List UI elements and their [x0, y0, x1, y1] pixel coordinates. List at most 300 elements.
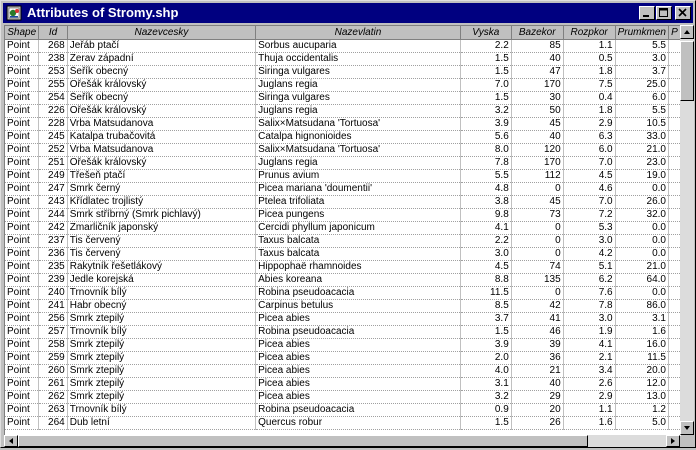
table-cell[interactable]: Picea pungens [256, 208, 461, 221]
table-cell[interactable] [668, 351, 680, 364]
table-cell[interactable]: 1.1 [563, 39, 615, 52]
table-cell[interactable]: Habr obecný [67, 299, 255, 312]
table-cell[interactable]: Salix×Matsudana 'Tortuosa' [256, 143, 461, 156]
table-cell[interactable]: 1.8 [563, 65, 615, 78]
table-cell[interactable]: 1.5 [460, 91, 511, 104]
table-cell[interactable]: 0 [511, 221, 563, 234]
table-row[interactable] [5, 130, 681, 143]
table-cell[interactable]: 3.0 [563, 234, 615, 247]
table-cell[interactable]: 2.0 [460, 351, 511, 364]
table-cell[interactable]: Point [5, 208, 39, 221]
table-cell[interactable]: 3.1 [615, 312, 668, 325]
table-cell[interactable]: 42 [511, 299, 563, 312]
table-cell[interactable]: Juglans regia [256, 156, 461, 169]
scroll-right-button[interactable] [666, 435, 680, 447]
table-cell[interactable]: Point [5, 156, 39, 169]
table-cell[interactable]: 21.0 [615, 143, 668, 156]
table-cell[interactable]: Point [5, 273, 39, 286]
table-cell[interactable]: 247 [39, 182, 67, 195]
table-cell[interactable]: 2.9 [563, 117, 615, 130]
table-cell[interactable]: Point [5, 299, 39, 312]
table-row[interactable] [5, 403, 681, 416]
table-cell[interactable] [668, 78, 680, 91]
table-cell[interactable]: 74 [511, 260, 563, 273]
table-cell[interactable]: Point [5, 221, 39, 234]
table-cell[interactable]: 16.0 [615, 338, 668, 351]
table-cell[interactable]: Salix×Matsudana 'Tortuosa' [256, 117, 461, 130]
table-cell[interactable]: Point [5, 260, 39, 273]
table-cell[interactable]: 8.5 [460, 299, 511, 312]
table-row[interactable] [5, 351, 681, 364]
table-cell[interactable]: 7.2 [563, 208, 615, 221]
table-cell[interactable]: 73 [511, 208, 563, 221]
table-cell[interactable]: 4.5 [460, 260, 511, 273]
table-cell[interactable]: 6.0 [563, 143, 615, 156]
table-cell[interactable]: 2.2 [460, 39, 511, 52]
table-cell[interactable]: 3.0 [615, 52, 668, 65]
table-cell[interactable]: 228 [39, 117, 67, 130]
table-row[interactable] [5, 91, 681, 104]
table-cell[interactable]: 36 [511, 351, 563, 364]
table-cell[interactable]: 41 [511, 312, 563, 325]
table-cell[interactable]: 236 [39, 247, 67, 260]
table-cell[interactable]: Point [5, 195, 39, 208]
column-header[interactable]: Nazevlatin [256, 26, 461, 39]
table-cell[interactable]: Trnovník bílý [67, 325, 255, 338]
table-cell[interactable]: 32.0 [615, 208, 668, 221]
table-cell[interactable]: Point [5, 364, 39, 377]
table-cell[interactable]: 12.0 [615, 377, 668, 390]
table-row[interactable] [5, 182, 681, 195]
table-cell[interactable]: 9.8 [460, 208, 511, 221]
table-cell[interactable]: 6.2 [563, 273, 615, 286]
table-cell[interactable] [668, 390, 680, 403]
table-cell[interactable] [668, 52, 680, 65]
table-cell[interactable] [668, 364, 680, 377]
table-cell[interactable]: 8.0 [460, 143, 511, 156]
table-cell[interactable] [668, 273, 680, 286]
scroll-left-button[interactable] [4, 435, 18, 447]
table-cell[interactable]: 0.5 [563, 52, 615, 65]
table-cell[interactable] [668, 338, 680, 351]
table-cell[interactable]: Juglans regia [256, 104, 461, 117]
table-row[interactable] [5, 39, 681, 52]
table-cell[interactable]: 262 [39, 390, 67, 403]
table-row[interactable] [5, 143, 681, 156]
table-cell[interactable]: 5.0 [615, 416, 668, 429]
table-cell[interactable]: 45 [511, 195, 563, 208]
table-cell[interactable]: Smrk ztepilý [67, 338, 255, 351]
table-cell[interactable]: Robina pseudoacacia [256, 286, 461, 299]
table-cell[interactable]: 7.0 [563, 156, 615, 169]
table-cell[interactable]: 7.8 [563, 299, 615, 312]
table-row[interactable] [5, 325, 681, 338]
table-cell[interactable]: 3.7 [460, 312, 511, 325]
table-cell[interactable]: Abies koreana [256, 273, 461, 286]
table-cell[interactable]: 7.0 [563, 195, 615, 208]
table-cell[interactable]: 1.9 [563, 325, 615, 338]
table-cell[interactable]: Katalpa trubačovitá [67, 130, 255, 143]
table-cell[interactable]: 30 [511, 91, 563, 104]
table-cell[interactable]: Point [5, 78, 39, 91]
table-cell[interactable]: Point [5, 182, 39, 195]
table-cell[interactable]: 33.0 [615, 130, 668, 143]
table-cell[interactable]: 252 [39, 143, 67, 156]
table-cell[interactable]: 25.0 [615, 78, 668, 91]
table-cell[interactable]: 170 [511, 156, 563, 169]
table-cell[interactable]: 26.0 [615, 195, 668, 208]
table-cell[interactable]: Point [5, 312, 39, 325]
table-row[interactable] [5, 104, 681, 117]
table-cell[interactable]: 0.0 [615, 234, 668, 247]
table-cell[interactable]: 235 [39, 260, 67, 273]
table-cell[interactable]: Jedle korejská [67, 273, 255, 286]
table-cell[interactable]: Point [5, 234, 39, 247]
table-cell[interactable]: 11.5 [615, 351, 668, 364]
table-cell[interactable]: Smrk ztepilý [67, 377, 255, 390]
table-cell[interactable]: Juglans regia [256, 78, 461, 91]
table-cell[interactable]: 5.1 [563, 260, 615, 273]
table-cell[interactable]: Point [5, 390, 39, 403]
table-cell[interactable]: 4.5 [563, 169, 615, 182]
table-cell[interactable]: 245 [39, 130, 67, 143]
table-cell[interactable]: 7.8 [460, 156, 511, 169]
table-cell[interactable] [668, 91, 680, 104]
table-cell[interactable]: 10.5 [615, 117, 668, 130]
table-cell[interactable]: 39 [511, 338, 563, 351]
table-row[interactable] [5, 247, 681, 260]
table-cell[interactable]: 135 [511, 273, 563, 286]
scroll-down-button[interactable] [680, 421, 694, 435]
table-cell[interactable]: 251 [39, 156, 67, 169]
table-cell[interactable]: 120 [511, 143, 563, 156]
table-cell[interactable]: Rakytník řešetlákový [67, 260, 255, 273]
table-cell[interactable]: Smrk ztepilý [67, 351, 255, 364]
table-cell[interactable]: 253 [39, 65, 67, 78]
table-cell[interactable] [668, 104, 680, 117]
table-cell[interactable]: Point [5, 130, 39, 143]
table-cell[interactable] [668, 377, 680, 390]
table-cell[interactable]: 5.5 [460, 169, 511, 182]
table-cell[interactable]: 0 [511, 286, 563, 299]
table-cell[interactable]: Point [5, 52, 39, 65]
table-cell[interactable]: Point [5, 91, 39, 104]
table-cell[interactable]: 8.8 [460, 273, 511, 286]
table-cell[interactable]: 40 [511, 52, 563, 65]
table-cell[interactable]: 249 [39, 169, 67, 182]
table-cell[interactable] [668, 195, 680, 208]
table-cell[interactable]: Prunus avium [256, 169, 461, 182]
table-cell[interactable]: 264 [39, 416, 67, 429]
table-cell[interactable]: 2.9 [563, 390, 615, 403]
table-cell[interactable]: 1.6 [615, 325, 668, 338]
table-cell[interactable]: 255 [39, 78, 67, 91]
table-cell[interactable]: 258 [39, 338, 67, 351]
table-cell[interactable]: 1.5 [460, 416, 511, 429]
scroll-thumb[interactable] [680, 41, 694, 101]
table-cell[interactable]: 7.6 [563, 286, 615, 299]
table-cell[interactable]: 241 [39, 299, 67, 312]
table-cell[interactable]: 3.9 [460, 117, 511, 130]
table-row[interactable] [5, 416, 681, 429]
table-cell[interactable]: Point [5, 39, 39, 52]
table-cell[interactable] [668, 65, 680, 78]
table-cell[interactable]: 1.5 [460, 52, 511, 65]
table-cell[interactable]: Thuja occidentalis [256, 52, 461, 65]
table-cell[interactable]: Křídlatec trojlistý [67, 195, 255, 208]
table-cell[interactable]: 1.8 [563, 104, 615, 117]
table-cell[interactable]: 3.7 [615, 65, 668, 78]
table-cell[interactable] [668, 325, 680, 338]
table-cell[interactable]: Smrk ztepilý [67, 312, 255, 325]
table-cell[interactable]: Taxus balcata [256, 247, 461, 260]
table-cell[interactable] [668, 130, 680, 143]
table-cell[interactable]: Hippophaë rhamnoides [256, 260, 461, 273]
table-cell[interactable]: Taxus balcata [256, 234, 461, 247]
table-cell[interactable] [668, 156, 680, 169]
table-cell[interactable]: Šeřík obecný [67, 91, 255, 104]
table-cell[interactable]: Smrk ztepilý [67, 390, 255, 403]
table-cell[interactable] [668, 169, 680, 182]
table-cell[interactable]: 259 [39, 351, 67, 364]
table-cell[interactable] [668, 312, 680, 325]
table-cell[interactable]: Point [5, 117, 39, 130]
table-cell[interactable]: 0.4 [563, 91, 615, 104]
table-cell[interactable]: Zerav západní [67, 52, 255, 65]
table-cell[interactable]: 112 [511, 169, 563, 182]
table-cell[interactable]: 50 [511, 104, 563, 117]
table-cell[interactable]: 240 [39, 286, 67, 299]
table-cell[interactable] [668, 234, 680, 247]
table-cell[interactable]: 3.0 [563, 312, 615, 325]
table-cell[interactable] [668, 260, 680, 273]
horizontal-scrollbar[interactable] [4, 435, 680, 447]
table-cell[interactable]: 226 [39, 104, 67, 117]
table-cell[interactable]: Robina pseudoacacia [256, 403, 461, 416]
table-cell[interactable]: 64.0 [615, 273, 668, 286]
table-cell[interactable]: Point [5, 286, 39, 299]
table-cell[interactable]: Trnovník bílý [67, 403, 255, 416]
table-cell[interactable]: 13.0 [615, 390, 668, 403]
table-cell[interactable]: 4.1 [460, 221, 511, 234]
table-cell[interactable]: Picea abies [256, 390, 461, 403]
table-cell[interactable]: Sorbus aucuparia [256, 39, 461, 52]
table-cell[interactable]: 40 [511, 130, 563, 143]
table-cell[interactable]: 2.2 [460, 234, 511, 247]
table-row[interactable] [5, 312, 681, 325]
table-cell[interactable] [668, 39, 680, 52]
table-cell[interactable]: 0.0 [615, 247, 668, 260]
table-row[interactable] [5, 364, 681, 377]
table-cell[interactable]: 1.5 [460, 325, 511, 338]
column-header[interactable]: P [668, 26, 680, 39]
table-row[interactable] [5, 117, 681, 130]
table-cell[interactable]: 6.0 [615, 91, 668, 104]
table-cell[interactable]: Point [5, 104, 39, 117]
table-cell[interactable]: 20 [511, 403, 563, 416]
minimize-button[interactable] [639, 6, 655, 20]
table-cell[interactable]: 3.8 [460, 195, 511, 208]
table-cell[interactable] [668, 416, 680, 429]
table-cell[interactable]: Vrba Matsudanova [67, 117, 255, 130]
column-header[interactable]: Bazekor [511, 26, 563, 39]
table-cell[interactable]: 11.5 [460, 286, 511, 299]
table-cell[interactable] [668, 247, 680, 260]
column-header[interactable]: Id [39, 26, 67, 39]
table-cell[interactable]: 170 [511, 78, 563, 91]
table-cell[interactable]: 254 [39, 91, 67, 104]
table-cell[interactable]: Ptelea trifoliata [256, 195, 461, 208]
table-cell[interactable]: 4.2 [563, 247, 615, 260]
table-cell[interactable]: Picea abies [256, 312, 461, 325]
table-cell[interactable]: Dub letní [67, 416, 255, 429]
table-cell[interactable]: 260 [39, 364, 67, 377]
table-cell[interactable]: 20.0 [615, 364, 668, 377]
title-bar[interactable] [3, 3, 693, 23]
table-cell[interactable]: 1.5 [460, 65, 511, 78]
horizontal-scroll-thumb[interactable] [18, 435, 588, 447]
table-cell[interactable]: 5.5 [615, 104, 668, 117]
table-cell[interactable]: Třešeň ptačí [67, 169, 255, 182]
table-cell[interactable]: Point [5, 325, 39, 338]
table-cell[interactable]: 21.0 [615, 260, 668, 273]
table-cell[interactable]: 242 [39, 221, 67, 234]
table-cell[interactable]: Picea abies [256, 364, 461, 377]
table-cell[interactable] [668, 286, 680, 299]
table-row[interactable] [5, 156, 681, 169]
table-cell[interactable]: Siringa vulgares [256, 65, 461, 78]
table-cell[interactable]: 4.8 [460, 182, 511, 195]
table-cell[interactable]: Point [5, 143, 39, 156]
table-row[interactable] [5, 78, 681, 91]
table-cell[interactable]: 23.0 [615, 156, 668, 169]
table-row[interactable] [5, 52, 681, 65]
table-cell[interactable]: 3.0 [460, 247, 511, 260]
column-header[interactable]: Vyska [460, 26, 511, 39]
table-cell[interactable]: 7.5 [563, 78, 615, 91]
table-cell[interactable]: 5.6 [460, 130, 511, 143]
table-cell[interactable]: 4.0 [460, 364, 511, 377]
table-cell[interactable]: 257 [39, 325, 67, 338]
table-cell[interactable]: 2.6 [563, 377, 615, 390]
table-cell[interactable]: Quercus robur [256, 416, 461, 429]
table-cell[interactable]: 0.0 [615, 182, 668, 195]
table-row[interactable] [5, 208, 681, 221]
table-cell[interactable] [668, 299, 680, 312]
table-cell[interactable]: Point [5, 65, 39, 78]
table-cell[interactable]: 256 [39, 312, 67, 325]
table-cell[interactable]: Siringa vulgares [256, 91, 461, 104]
table-cell[interactable]: 3.2 [460, 390, 511, 403]
table-cell[interactable]: Point [5, 169, 39, 182]
table-cell[interactable]: 5.5 [615, 39, 668, 52]
table-row[interactable] [5, 338, 681, 351]
table-row[interactable] [5, 273, 681, 286]
table-cell[interactable]: Carpinus betulus [256, 299, 461, 312]
table-cell[interactable]: 3.2 [460, 104, 511, 117]
table-cell[interactable]: 243 [39, 195, 67, 208]
table-cell[interactable]: 239 [39, 273, 67, 286]
table-cell[interactable]: 263 [39, 403, 67, 416]
table-cell[interactable]: 5.3 [563, 221, 615, 234]
table-row[interactable] [5, 299, 681, 312]
table-row[interactable] [5, 195, 681, 208]
table-cell[interactable]: 29 [511, 390, 563, 403]
table-cell[interactable]: Picea abies [256, 338, 461, 351]
table-cell[interactable]: 26 [511, 416, 563, 429]
table-cell[interactable]: Robina pseudoacacia [256, 325, 461, 338]
table-row[interactable] [5, 390, 681, 403]
table-cell[interactable]: 3.4 [563, 364, 615, 377]
table-cell[interactable] [668, 182, 680, 195]
table-cell[interactable]: Point [5, 351, 39, 364]
table-cell[interactable] [668, 208, 680, 221]
table-cell[interactable]: 1.2 [615, 403, 668, 416]
table-cell[interactable]: 0.0 [615, 286, 668, 299]
table-cell[interactable]: 261 [39, 377, 67, 390]
maximize-button[interactable] [656, 6, 672, 20]
table-cell[interactable]: 244 [39, 208, 67, 221]
table-cell[interactable]: 3.1 [460, 377, 511, 390]
table-cell[interactable]: 268 [39, 39, 67, 52]
table-cell[interactable]: 21 [511, 364, 563, 377]
table-cell[interactable]: Tis červený [67, 247, 255, 260]
table-cell[interactable]: Picea abies [256, 377, 461, 390]
table-row[interactable] [5, 377, 681, 390]
table-cell[interactable]: 0.9 [460, 403, 511, 416]
table-cell[interactable]: 46 [511, 325, 563, 338]
table-cell[interactable]: Point [5, 416, 39, 429]
table-cell[interactable]: Cercidi phyllum japonicum [256, 221, 461, 234]
table-row[interactable] [5, 221, 681, 234]
table-cell[interactable]: 238 [39, 52, 67, 65]
table-cell[interactable]: Jeřáb ptačí [67, 39, 255, 52]
table-cell[interactable]: 4.1 [563, 338, 615, 351]
table-cell[interactable]: Point [5, 403, 39, 416]
table-cell[interactable] [668, 143, 680, 156]
table-cell[interactable]: 1.1 [563, 403, 615, 416]
scroll-up-button[interactable] [680, 25, 694, 39]
table-row[interactable] [5, 65, 681, 78]
table-cell[interactable]: 19.0 [615, 169, 668, 182]
table-cell[interactable]: 85 [511, 39, 563, 52]
table-cell[interactable]: 0 [511, 182, 563, 195]
table-cell[interactable]: Picea mariana 'doumentii' [256, 182, 461, 195]
table-cell[interactable]: 45 [511, 117, 563, 130]
table-cell[interactable]: 6.3 [563, 130, 615, 143]
table-cell[interactable]: Catalpa hignonioides [256, 130, 461, 143]
table-cell[interactable]: 0 [511, 234, 563, 247]
column-header[interactable]: Nazevcesky [67, 26, 255, 39]
table-cell[interactable]: 4.6 [563, 182, 615, 195]
table-cell[interactable]: Tis červený [67, 234, 255, 247]
column-header[interactable]: Shape [5, 26, 39, 39]
table-cell[interactable]: 237 [39, 234, 67, 247]
table-cell[interactable]: Smrk černý [67, 182, 255, 195]
table-cell[interactable]: Trnovník bílý [67, 286, 255, 299]
table-row[interactable] [5, 234, 681, 247]
table-cell[interactable]: Vrba Matsudanova [67, 143, 255, 156]
table-cell[interactable]: Smrk ztepilý [67, 364, 255, 377]
table-cell[interactable]: Picea abies [256, 351, 461, 364]
table-cell[interactable]: Ořešák královský [67, 104, 255, 117]
table-cell[interactable]: 1.6 [563, 416, 615, 429]
table-cell[interactable]: 40 [511, 377, 563, 390]
column-header[interactable]: Rozpkor [563, 26, 615, 39]
table-cell[interactable]: 86.0 [615, 299, 668, 312]
table-cell[interactable]: Ořešák královský [67, 156, 255, 169]
table-row[interactable] [5, 260, 681, 273]
